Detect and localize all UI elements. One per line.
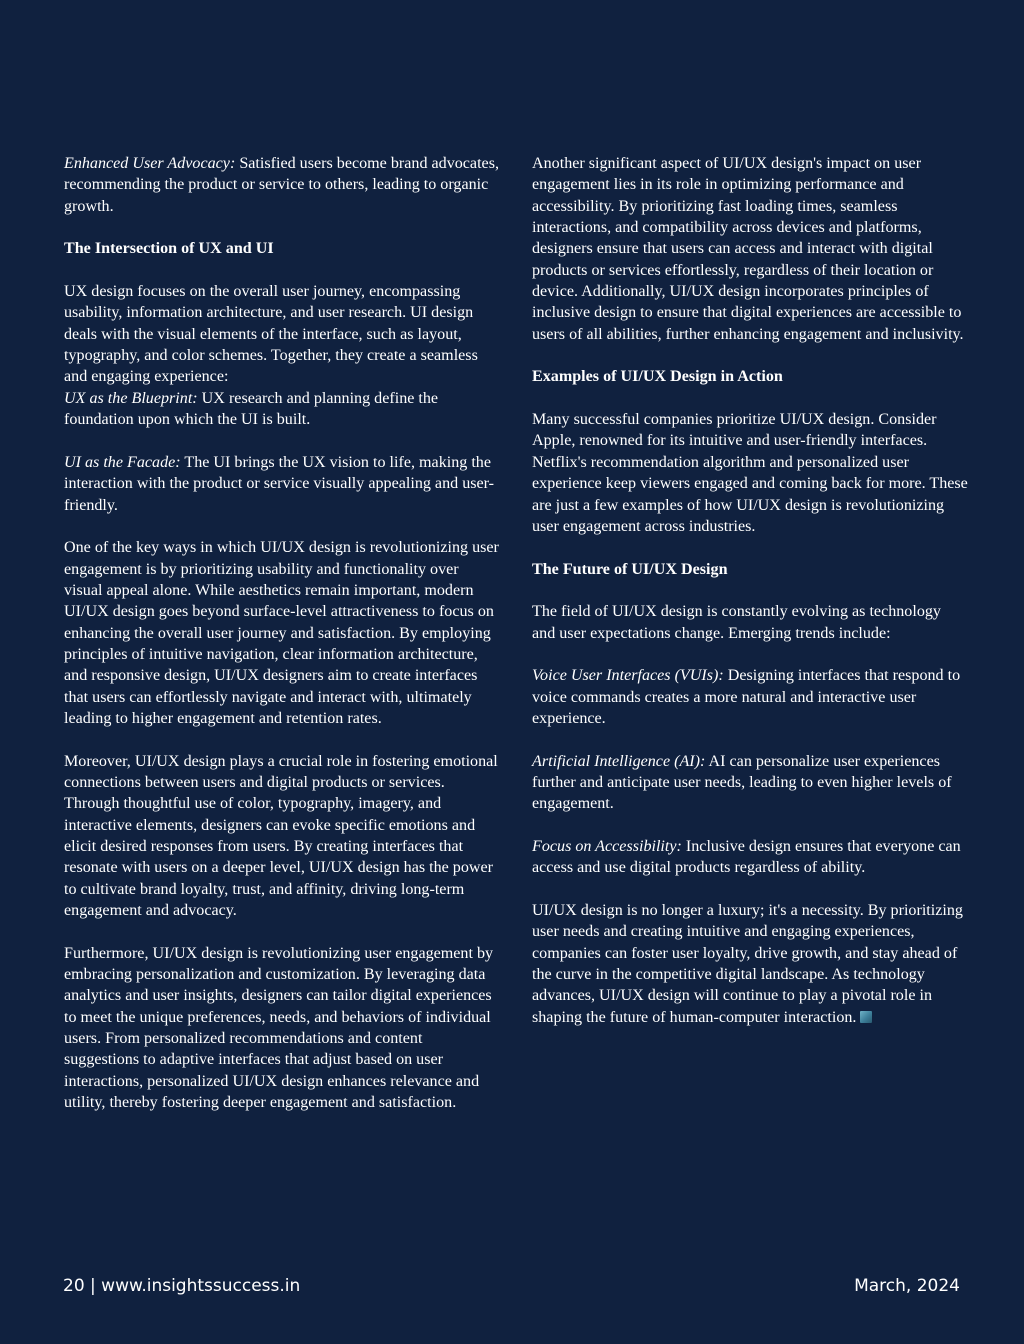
paragraph-text: The UI brings the UX vision to life, making the interaction with the product or service visually appealing and user-friendly. — [64, 453, 495, 514]
paragraph-text: UX research and planning define the foundation upon which the UI is built. — [64, 389, 439, 429]
paragraph-emotional: Moreover, UI/UX design plays a crucial role in fostering emotional connections between users and digital products or services. Through thoughtful use of color, typography, imagery, and interactive elements, designers can evoke specific emotions and elicit desired responses from users. By creating interfaces that resonate with users on a deeper level, UI/UX design has the power to cultivate brand loyalty, trust, and affinity, driving long-term engagement and advocacy. — [64, 752, 498, 920]
paragraph-ui-facade — [64, 452, 500, 516]
section-heading-examples: Examples of UI/UX Design in Action — [532, 368, 783, 386]
paragraph-conclusion — [532, 900, 968, 1028]
paragraph-lead: Enhanced User Advocacy: — [64, 155, 236, 172]
paragraph-text: AI can personalize user experiences further and anticipate user needs, leading to even higher levels of engagement. — [532, 752, 952, 813]
paragraph-evolving: The field of UI/UX design is constantly evolving as technology and user expectations change. Emerging trends include: — [532, 603, 941, 642]
paragraph-lead: UX as the Blueprint: — [64, 389, 198, 407]
paragraph-ai — [532, 751, 968, 815]
paragraph-lead: Voice User Interfaces (VUIs): — [532, 667, 724, 685]
paragraph-text: Inclusive design ensures that everyone can access and use digital products regardless of ability. — [532, 838, 961, 877]
left-column — [64, 153, 500, 1135]
paragraph-ux-focus: UX design focuses on the overall user journey, encompassing usability, information architecture, and user research. UI design deals with the visual elements of the interface, such as layout, typography, and color schemes. Together, they create a seamless and engaging experience: — [64, 283, 478, 386]
paragraph-lead: Focus on Accessibility: — [532, 838, 682, 855]
paragraph-ux-blueprint — [64, 388, 500, 431]
section-heading-future: The Future of UI/UX Design — [532, 560, 728, 578]
paragraph-examples: Many successful companies prioritize UI/UX design. Consider Apple, renowned for its intuitive and user-friendly interfaces. Netflix's recommendation algorithm and personalized user experience keep viewers engaged and coming back for more. These are just a few examples of how UI/UX design is revolutionizing user engagement across industries. — [532, 411, 968, 535]
paragraph-usability: One of the key ways in which UI/UX design is revolutionizing user engagement is by prioritizing usability and functionality over visual appeal alone. While aesthetics remain important, modern UI/UX design goes beyond surface-level attractiveness to focus on enhancing the overall user journey and satisfaction. By employing principles of intuitive navigation, clear information architecture, and responsive design, UI/UX designers aim to create interfaces that users can effortlessly navigate and interact with, ultimately leading to higher engagement and retention rates. — [64, 539, 499, 727]
section-heading-intersection: The Intersection of UX and UI — [64, 240, 274, 258]
paragraph-performance: Another significant aspect of UI/UX design's impact on user engagement lies in its role in optimizing performance and accessibility. By prioritizing fast loading times, seamless interactions, and compatibility across devices and platforms, designers ensure that users can access and interact with digital products or services effortlessly, regardless of their location or device. Additionally, UI/UX design incorporates principles of inclusive design to ensure that digital experiences are accessible to users of all abilities, further enhancing engagement and inclusivity. — [532, 155, 964, 343]
paragraph-vui — [532, 665, 968, 729]
paragraph-lead: Artificial Intelligence (AI): — [532, 752, 706, 770]
footer-page-info: 20 | www.insightssuccess.in — [63, 1276, 301, 1296]
paragraph-text: Satisfied users become brand advocates, recommending the product or service to others, leading to organic growth. — [64, 155, 499, 215]
right-column — [532, 153, 968, 1049]
paragraph-enhanced-user-advocacy — [64, 153, 500, 217]
paragraph-personalization: Furthermore, UI/UX design is revolutionizing user engagement by embracing personalization and customization. By leveraging data analytics and user insights, designers can tailor digital experiences to meet the unique preferences, needs, and behaviors of individual users. From personalized recommendations and content suggestions to adaptive interfaces that adjust based on user interactions, personalized UI/UX design enhances relevance and utility, thereby fostering deeper engagement and satisfaction. — [64, 944, 494, 1112]
paragraph-lead: UI as the Facade: — [64, 453, 181, 471]
paragraph-text: UI/UX design is no longer a luxury; it's a necessity. By prioritizing user needs and creating intuitive and engaging experiences, companies can foster user loyalty, drive growth, and stay ahead of the curve in the competitive digital landscape. As technology advances, UI/UX design will continue to play a pivotal role in shaping the future of human-computer interaction. — [532, 902, 963, 1026]
paragraph-accessibility — [532, 836, 968, 879]
emoji-image-icon — [860, 1011, 872, 1023]
paragraph-text: Designing interfaces that respond to voice commands creates a more natural and interactive user experience. — [532, 667, 961, 727]
footer-date: March, 2024 — [854, 1276, 960, 1296]
